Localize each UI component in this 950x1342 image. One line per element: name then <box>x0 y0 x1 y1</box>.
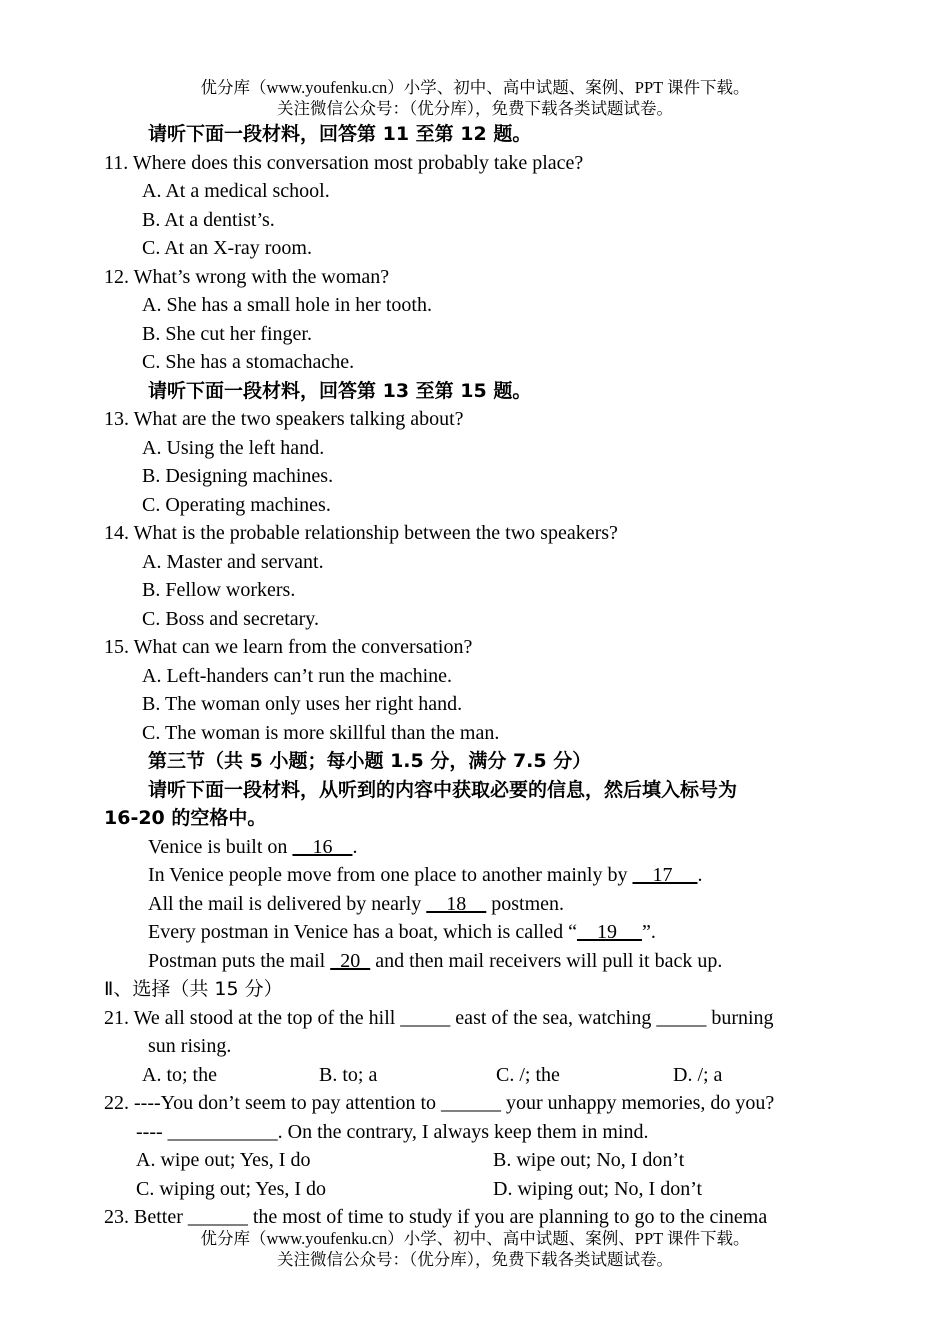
question-14-option-a: A. Master and servant. <box>142 550 324 573</box>
question-21-option-c[interactable]: C. /; the <box>496 1063 560 1086</box>
question-15-option-a: A. Left-handers can’t run the machine. <box>142 664 453 687</box>
fill-19-after: ”. <box>641 921 656 943</box>
header-line-2: 关注微信公众号：（优分库），免费下载各类试题试卷。 <box>277 99 673 118</box>
question-12-option-a: A. She has a small hole in her tooth. <box>142 294 432 316</box>
fill-16-blank[interactable]: 16 <box>292 835 353 858</box>
question-13-option-a: A. Using the left hand. <box>142 436 325 459</box>
question-21-option-d[interactable]: D. /; a <box>673 1063 723 1086</box>
header-line-1: 优分库（www.youfenku.cn）小学、初中、高中试题、案例、PPT 课件下载。 <box>200 78 750 97</box>
footer-line-1: 优分库（www.youfenku.cn）小学、初中、高中试题、案例、PPT 课件下载。 <box>200 1229 750 1248</box>
question-21-stem-line-1: 21. We all stood at the top of the hill _____ east of the sea, watching _____ burning <box>104 1006 774 1029</box>
fill-16-after: . <box>352 835 358 858</box>
fill-blank-20 <box>104 947 850 976</box>
question-22-option-b[interactable]: B. wipe out; No, I don’t <box>493 1149 685 1171</box>
question-22-option-c[interactable]: C. wiping out; Yes, I do <box>136 1177 327 1200</box>
question-14-stem: 14. What is the probable relationship between the two speakers? <box>104 522 618 544</box>
question-22-options-row-2 <box>104 1175 850 1204</box>
question-21-option-a[interactable]: A. to; the <box>142 1063 217 1086</box>
question-14-option-b: B. Fellow workers. <box>142 579 296 601</box>
question-15-option-b: B. The woman only uses her right hand. <box>142 693 463 715</box>
question-12-option-c: C. She has a stomachache. <box>142 351 355 373</box>
fill-17-before: In Venice people move from one place to another mainly by <box>148 864 633 886</box>
question-21-option-b[interactable]: B. to; a <box>319 1063 378 1086</box>
fill-blank-16 <box>104 833 850 862</box>
fill-20-after: and then mail receivers will pull it back up. <box>370 949 723 972</box>
question-11-stem: 11. Where does this conversation most probably take place? <box>104 151 584 174</box>
question-22-options-row-1 <box>104 1146 850 1175</box>
question-11-option-b: B. At a dentist’s. <box>142 208 275 231</box>
question-22-stem-line-1: 22. ----You don’t seem to pay attention to ______ your unhappy memories, do you? <box>104 1092 775 1114</box>
fill-20-blank[interactable]: 20 <box>330 949 371 972</box>
fill-blank-18 <box>104 890 850 919</box>
question-15-stem: 15. What can we learn from the conversation? <box>104 636 473 658</box>
footer-line-2: 关注微信公众号：（优分库），免费下载各类试题试卷。 <box>277 1250 673 1269</box>
question-22-stem-line-2: ---- ___________. On the contrary, I always keep them in mind. <box>136 1120 649 1143</box>
fill-blank-19 <box>104 918 850 947</box>
section-heading-11-12: 请听下面一段材料，回答第 11 至第 12 题。 <box>148 123 532 145</box>
fill-16-before: Venice is built on <box>148 835 293 858</box>
fill-18-after: postmen. <box>486 892 565 915</box>
fill-19-blank[interactable]: 19 <box>576 921 642 943</box>
fill-blank-17 <box>104 861 850 890</box>
question-12-option-b: B. She cut her finger. <box>142 322 312 345</box>
part3-title: 第三节（共 5 小题；每小题 1.5 分，满分 7.5 分） <box>148 750 592 772</box>
section-heading-13-15: 请听下面一段材料，回答第 13 至第 15 题。 <box>148 379 532 402</box>
exam-content <box>104 120 850 1232</box>
question-22-option-a[interactable]: A. wipe out; Yes, I do <box>136 1149 311 1171</box>
fill-17-blank[interactable]: 17 <box>632 864 698 886</box>
question-22-option-d[interactable]: D. wiping out; No, I don’t <box>493 1177 703 1200</box>
fill-20-before: Postman puts the mail <box>148 949 331 972</box>
fill-18-blank[interactable]: 18 <box>426 892 487 915</box>
question-13-option-b: B. Designing machines. <box>142 465 334 487</box>
page-header <box>0 77 950 119</box>
fill-17-after: . <box>697 864 703 886</box>
question-11-option-a: A. At a medical school. <box>142 180 330 202</box>
page-footer <box>0 1228 950 1270</box>
question-12-stem: 12. What’s wrong with the woman? <box>104 265 390 288</box>
question-15-option-c: C. The woman is more skillful than the man. <box>142 721 500 744</box>
question-14-option-c: C. Boss and secretary. <box>142 607 319 630</box>
question-13-stem: 13. What are the two speakers talking about? <box>104 408 464 430</box>
fill-18-before: All the mail is delivered by nearly <box>148 892 427 915</box>
part3-instruction-line-2: 16-20 的空格中。 <box>104 807 267 829</box>
question-11-option-c: C. At an X-ray room. <box>142 237 312 259</box>
question-21-options <box>104 1061 850 1090</box>
fill-19-before: Every postman in Venice has a boat, which is called “ <box>148 921 577 943</box>
question-13-option-c: C. Operating machines. <box>142 493 331 516</box>
part3-instruction-line-1: 请听下面一段材料，从听到的内容中获取必要的信息，然后填入标号为 <box>148 778 738 801</box>
section-2-title: Ⅱ、选择（共 15 分） <box>104 978 283 1000</box>
question-21-stem-line-2: sun rising. <box>148 1035 232 1057</box>
question-23-stem-line-1: 23. Better ______ the most of time to study if you are planning to go to the cinema <box>104 1206 768 1228</box>
